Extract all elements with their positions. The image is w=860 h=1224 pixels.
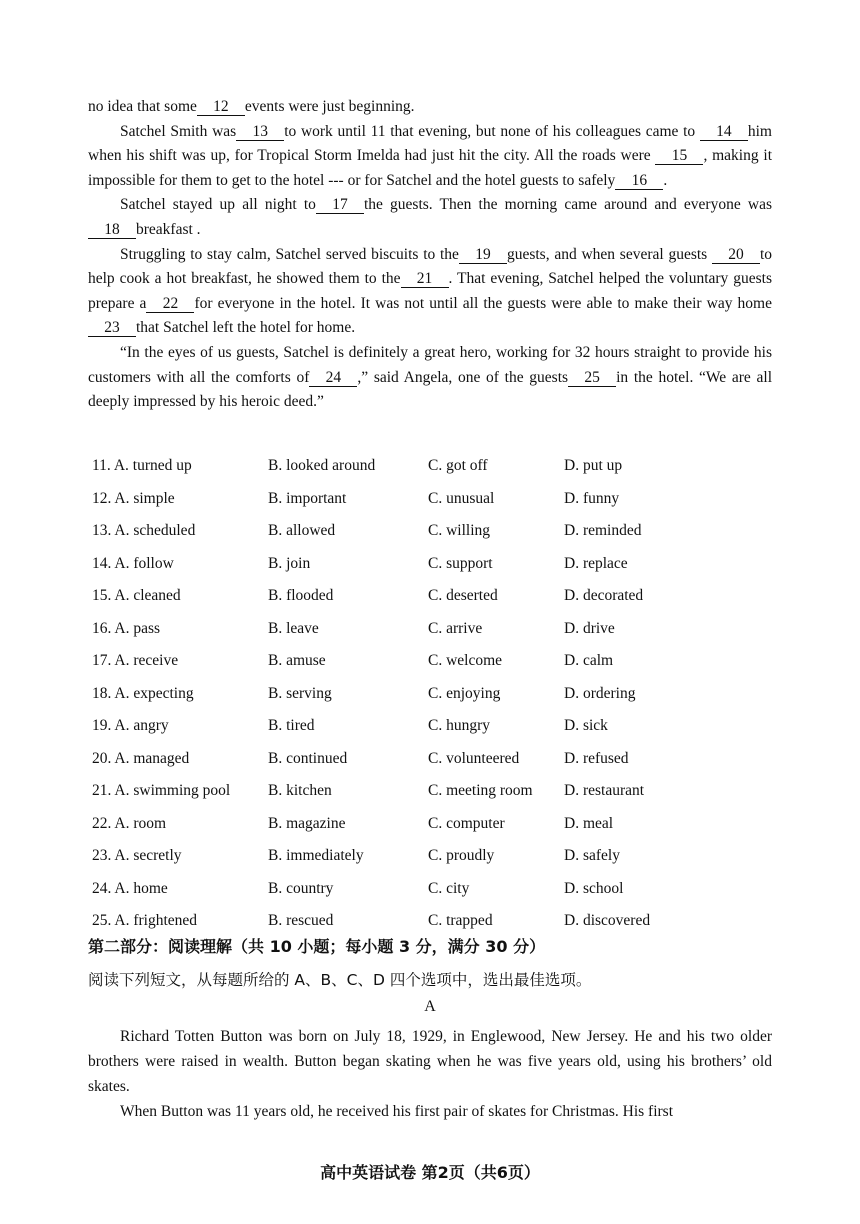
option-a: 14. A. follow: [92, 554, 174, 572]
option-b: B. amuse: [268, 652, 326, 670]
option-b: B. magazine: [268, 814, 346, 832]
option-c: C. welcome: [428, 652, 503, 670]
option-b: B. continued: [268, 749, 348, 767]
option-row-17: [92, 645, 772, 678]
blank-12: 12: [197, 98, 245, 116]
option-c: C. enjoying: [428, 684, 501, 702]
option-d: D. ordering: [564, 684, 636, 702]
option-c: C. hungry: [428, 717, 490, 735]
paragraph-3: [88, 193, 772, 242]
text: to work until 11 that evening, but none of his colleagues came to: [284, 122, 696, 140]
option-b: B. serving: [268, 684, 332, 702]
option-b: B. allowed: [268, 522, 336, 540]
option-d: D. school: [564, 879, 624, 897]
option-d: D. meal: [564, 814, 614, 832]
text: to help cook a hot breakfast, he showed them to the: [88, 245, 773, 288]
option-d: D. drive: [564, 619, 615, 637]
paragraph-1: [88, 95, 772, 120]
option-row-11: [92, 450, 772, 483]
passage-a-paragraph-1: Richard Totten Button was born on July 18, 1929, in Englewood, New Jersey. He and his two older brothers were raised in wealth. Button began skating when he was five years old, using his brothers’ old skates.: [88, 1028, 772, 1095]
blank-15: 15: [655, 147, 703, 165]
option-a: 19. A. angry: [92, 717, 169, 735]
option-d: D. calm: [564, 652, 614, 670]
option-row-18: [92, 678, 772, 711]
option-a: 17. A. receive: [92, 652, 179, 670]
option-c: C. unusual: [428, 489, 495, 507]
option-row-19: [92, 710, 772, 743]
option-row-12: [92, 483, 772, 516]
option-c: C. computer: [428, 814, 505, 832]
option-c: C. meeting room: [428, 782, 533, 800]
text: breakfast .: [136, 220, 201, 238]
option-c: C. got off: [428, 457, 488, 475]
reading-passage-a: [88, 1024, 772, 1124]
option-a: 16. A. pass: [92, 619, 161, 637]
option-a: 13. A. scheduled: [92, 522, 196, 540]
option-row-20: [92, 743, 772, 776]
option-b: B. immediately: [268, 847, 364, 865]
option-b: B. important: [268, 489, 347, 507]
blank-25: 25: [568, 369, 616, 387]
cloze-passage: [88, 95, 772, 415]
option-d: D. funny: [564, 489, 620, 507]
option-c: C. city: [428, 879, 470, 897]
blank-23: 23: [88, 319, 136, 337]
option-d: D. sick: [564, 717, 608, 735]
option-a: 15. A. cleaned: [92, 587, 181, 605]
option-a: 22. A. room: [92, 814, 167, 832]
text: .: [663, 171, 668, 189]
blank-13: 13: [236, 123, 284, 141]
page-footer: 高中英语试卷 第2页（共6页）: [320, 1163, 540, 1182]
option-c: C. trapped: [428, 912, 493, 930]
paragraph-2: [88, 120, 772, 194]
option-a: 18. A. expecting: [92, 684, 194, 702]
text: in the hotel. “We are all deeply impressed by his heroic deed.”: [88, 368, 772, 411]
option-row-21: [92, 775, 772, 808]
option-row-24: [92, 873, 772, 906]
text: him when his shift was up, for Tropical Storm Imelda had just hit the city. All the roads were: [88, 122, 772, 165]
text: Satchel stayed up all night to: [120, 196, 316, 214]
blank-21: 21: [401, 270, 449, 288]
option-b: B. tired: [268, 717, 315, 735]
text: guests, and when several guests: [506, 245, 708, 263]
section-title: 第二部分：阅读理解（共 10 小题；每小题 3 分，满分 30 分）: [88, 937, 546, 956]
option-row-13: [92, 515, 772, 548]
option-b: B. leave: [268, 619, 319, 637]
text: Struggling to stay calm, Satchel served biscuits to the: [120, 245, 459, 263]
option-b: B. rescued: [268, 912, 334, 930]
paragraph-5: [88, 341, 772, 415]
blank-18: 18: [88, 221, 136, 239]
option-d: D. restaurant: [564, 782, 645, 800]
option-b: B. join: [268, 554, 311, 572]
option-b: B. flooded: [268, 587, 334, 605]
text: “In the eyes of us guests, Satchel is definitely a great hero, working for 32 hours straight to provide his customers with all the comforts of: [88, 343, 772, 386]
text: Satchel Smith was: [120, 122, 237, 140]
option-b: B. kitchen: [268, 782, 332, 800]
option-d: D. put up: [564, 457, 623, 475]
blank-20: 20: [712, 246, 760, 264]
option-d: D. safely: [564, 847, 620, 865]
passage-a-title: A: [424, 998, 436, 1015]
option-a: 12. A. simple: [92, 489, 175, 507]
option-c: C. deserted: [428, 587, 498, 605]
text: that Satchel left the hotel for home.: [136, 319, 356, 337]
option-a: 23. A. secretly: [92, 847, 182, 865]
section-instruction: 阅读下列短文，从每题所给的 A、B、C、D 四个选项中，选出最佳选项。: [88, 971, 592, 989]
text: , making it impossible for them to get to the hotel --- or for Satchel and the hotel guests to safely: [88, 147, 773, 189]
text: no idea that some: [88, 98, 197, 115]
text: events were just beginning.: [244, 98, 415, 115]
option-c: C. support: [428, 554, 493, 572]
blank-19: 19: [459, 246, 507, 264]
option-a: 24. A. home: [92, 879, 168, 897]
passage-a-paragraph-2: When Button was 11 years old, he received his first pair of skates for Christmas. His first: [120, 1103, 673, 1120]
option-d: D. replace: [564, 554, 628, 572]
text: the guests. Then the morning came around and everyone was: [363, 196, 772, 214]
option-c: C. volunteered: [428, 749, 520, 767]
blank-14: 14: [700, 123, 748, 141]
option-a: 21. A. swimming pool: [92, 782, 231, 800]
blank-22: 22: [146, 295, 194, 313]
paragraph-4: [88, 243, 772, 341]
option-row-15: [92, 580, 772, 613]
option-a: 25. A. frightened: [92, 912, 198, 930]
option-d: D. discovered: [564, 912, 651, 930]
option-c: C. proudly: [428, 847, 495, 865]
option-d: D. refused: [564, 749, 629, 767]
blank-17: 17: [316, 196, 364, 214]
option-a: 20. A. managed: [92, 749, 190, 767]
option-d: D. reminded: [564, 522, 642, 540]
option-row-22: [92, 808, 772, 841]
blank-24: 24: [309, 369, 357, 387]
text: ,” said Angela, one of the guests: [357, 368, 569, 386]
text: for everyone in the hotel. It was not until all the guests were able to make their way home: [194, 294, 772, 312]
option-row-14: [92, 548, 772, 581]
answer-options: [92, 450, 772, 938]
option-b: B. country: [268, 879, 334, 897]
option-c: C. willing: [428, 522, 491, 540]
text: . That evening, Satchel helped the voluntary guests prepare a: [88, 270, 772, 312]
option-b: B. looked around: [268, 457, 376, 475]
option-c: C. arrive: [428, 619, 483, 637]
option-a: 11. A. turned up: [92, 457, 192, 475]
option-row-16: [92, 613, 772, 646]
blank-16: 16: [615, 172, 663, 190]
option-row-25: [92, 905, 772, 938]
option-d: D. decorated: [564, 587, 644, 605]
option-row-23: [92, 840, 772, 873]
